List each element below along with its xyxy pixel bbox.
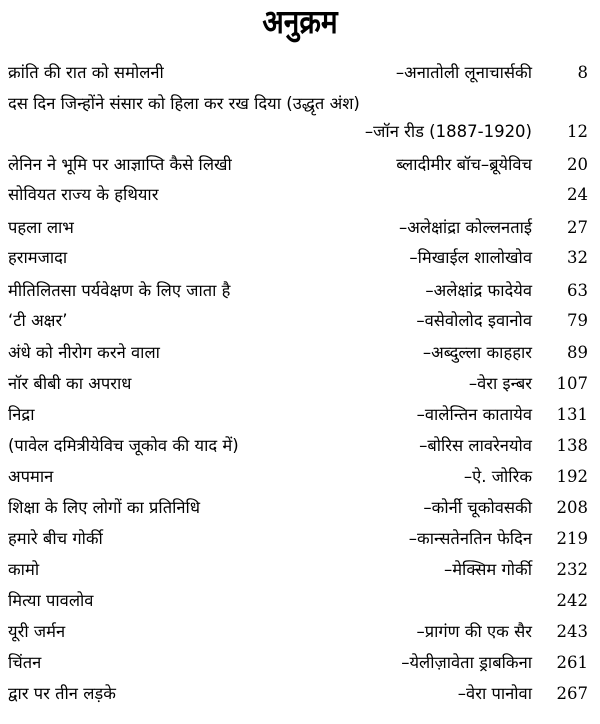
entry-title: अंधे को नीरोग करने वाला [8, 343, 160, 362]
contents-entry [0, 649, 600, 677]
entry-page-number: 131 [556, 405, 588, 424]
contents-entry [0, 680, 600, 708]
entry-title: हमारे बीच गोर्की [8, 529, 103, 548]
entry-page-number: 208 [556, 498, 588, 517]
entry-author: –प्रागंण की एक सैर [416, 622, 532, 641]
contents-entry [0, 618, 600, 646]
contents-entry [0, 277, 600, 305]
contents-entry [0, 181, 600, 209]
entry-title: अपमान [8, 467, 54, 486]
entry-page-number: 107 [556, 374, 588, 393]
entry-author: –वसेवोलोद इवानोव [416, 311, 532, 330]
contents-entry [0, 370, 600, 398]
entry-title: ‘टी अक्षर’ [8, 311, 68, 330]
entry-title: मीतिलितसा पर्यवेक्षण के लिए जाता है [8, 281, 231, 300]
entry-title: पहला लाभ [8, 218, 74, 237]
contents-entry [0, 463, 600, 491]
contents-entry [0, 118, 600, 146]
entry-title: हरामजादा [8, 248, 68, 267]
entry-author: –वेरा इन्बर [468, 374, 532, 393]
entry-page-number: 27 [567, 218, 588, 237]
entry-author: –जॉन रीड (1887-1920) [364, 122, 532, 141]
entry-page-number: 12 [567, 122, 588, 141]
entry-title: द्वार पर तीन लड़के [8, 684, 116, 703]
entry-title: शिक्षा के लिए लोगों का प्रतिनिधि [8, 498, 200, 517]
contents-entry [0, 494, 600, 522]
entry-title: कामो [8, 560, 40, 579]
entry-page-number: 63 [567, 281, 588, 300]
entry-title: क्रांति की रात को समोलनी [8, 63, 164, 82]
page-title: अनुक्रम [262, 2, 338, 41]
entry-author: –येलीज़ावेता ड्राबकिना [401, 653, 532, 672]
entry-page-number: 219 [556, 529, 588, 548]
entry-author: –वालेन्तिन कातायेव [416, 405, 532, 424]
entry-page-number: 192 [556, 467, 588, 486]
entry-page-number: 89 [567, 343, 588, 362]
entry-title: सोवियत राज्य के हथियार [8, 185, 159, 204]
entry-author: –अलेक्षांद्रा कोल्लनताई [399, 218, 532, 237]
entry-author: ब्लादीमीर बॉच–ब्रूयेविच [396, 155, 532, 174]
entry-title: निद्रा [8, 405, 35, 424]
entry-title: लेनिन ने भूमि पर आज्ञाप्ति कैसे लिखी [8, 155, 232, 174]
entry-author: –अब्दुल्ला काहहार [422, 343, 532, 362]
entry-author: –मिखाईल शालोखोव [409, 248, 532, 267]
entry-author: –ऐ. जोरिक [463, 467, 532, 486]
entry-author: –मेक्सिम गोर्की [443, 560, 532, 579]
entry-page-number: 24 [567, 185, 588, 204]
entry-page-number: 243 [556, 622, 588, 641]
entry-author: –अनातोली लूनाचार्सकी [395, 63, 532, 82]
contents-entry [0, 90, 600, 118]
entry-title: दस दिन जिन्होंने संसार को हिला कर रख दिया (उद्धृत अंश) [8, 94, 360, 113]
contents-entry [0, 525, 600, 553]
entry-author: –कोर्नी चूकोवसकी [423, 498, 532, 517]
entry-title: यूरी जर्मन [8, 622, 66, 641]
contents-entry [0, 151, 600, 179]
entry-page-number: 8 [577, 63, 588, 82]
entry-author: –कान्सतेनतिन फेदिन [408, 529, 532, 548]
entry-title: (पावेल दमित्रीयेविच जूकोव की याद में) [8, 436, 239, 455]
entry-page-number: 232 [556, 560, 588, 579]
entry-page-number: 261 [556, 653, 588, 672]
contents-entry [0, 587, 600, 615]
contents-entry [0, 307, 600, 335]
entry-author: –बोरिस लावरेनयोव [419, 436, 532, 455]
contents-entry [0, 339, 600, 367]
entry-page-number: 138 [556, 436, 588, 455]
entry-page-number: 32 [567, 248, 588, 267]
contents-entry [0, 432, 600, 460]
entry-page-number: 267 [556, 684, 588, 703]
contents-entry [0, 59, 600, 87]
entry-title: नॉर बीबी का अपराध [8, 374, 132, 393]
entry-title: चिंतन [8, 653, 42, 672]
entry-page-number: 20 [567, 155, 588, 174]
entry-page-number: 79 [567, 311, 588, 330]
contents-entry [0, 401, 600, 429]
entry-author: –अलेक्षांद्र फादेयेव [425, 281, 532, 300]
contents-entry [0, 214, 600, 242]
entry-author: –वेरा पानोवा [457, 684, 532, 703]
contents-entry [0, 244, 600, 272]
contents-entry [0, 556, 600, 584]
entry-title: मित्या पावलोव [8, 591, 94, 610]
entry-page-number: 242 [556, 591, 588, 610]
